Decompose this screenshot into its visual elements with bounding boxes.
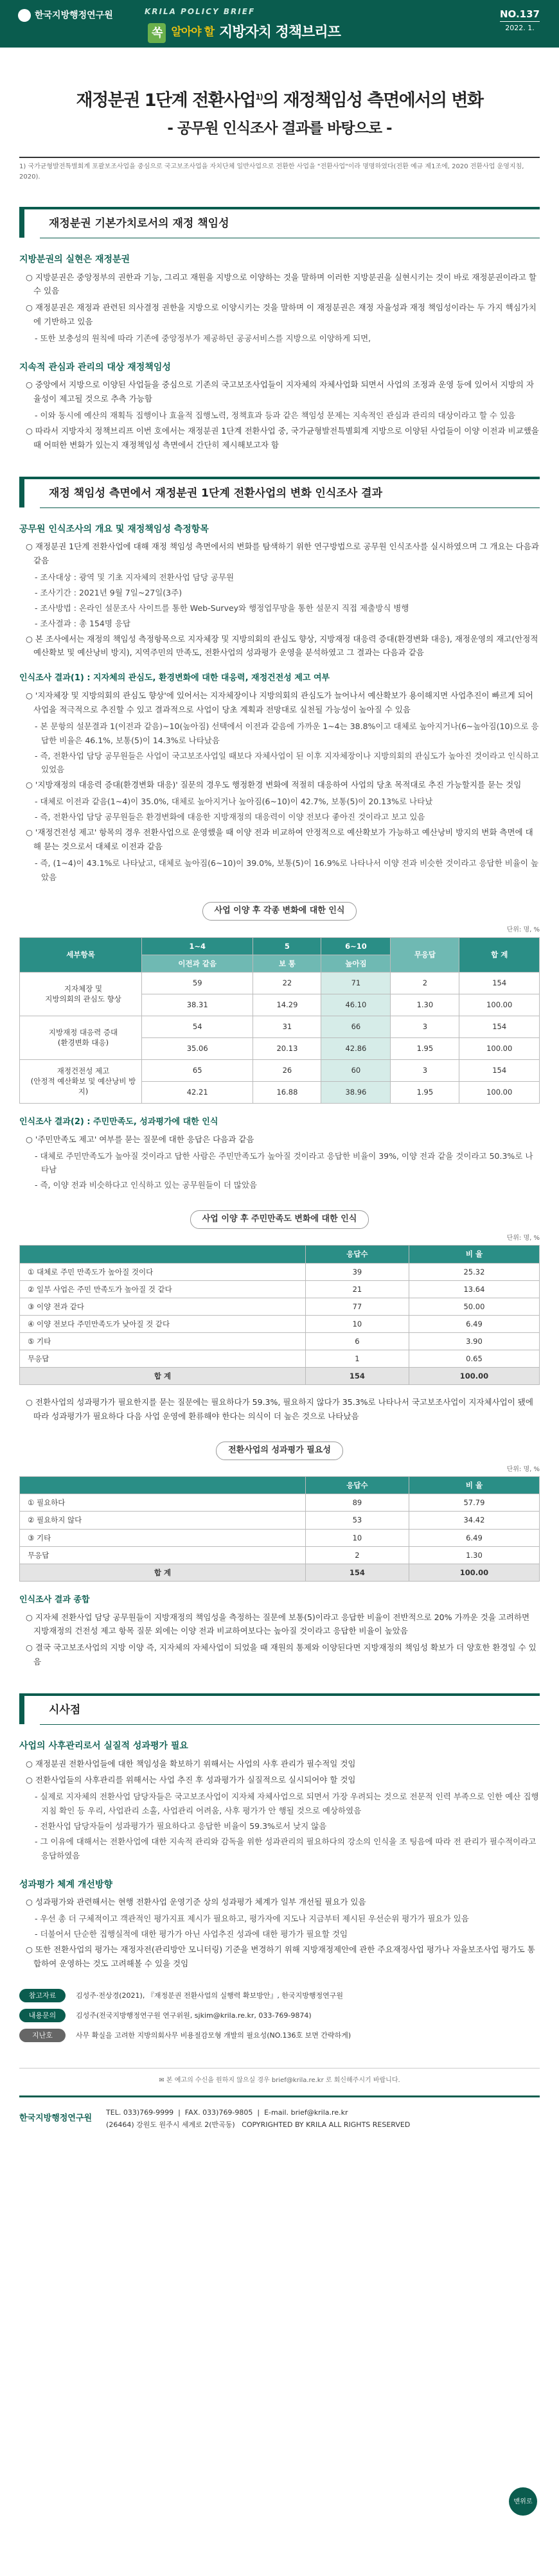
issue-number xyxy=(500,8,540,34)
table-row xyxy=(20,1059,540,1081)
count-cell: 65 xyxy=(142,1059,253,1081)
dash-item: - 조사기간 : 2021년 9월 7일~27일(3주) xyxy=(19,586,540,600)
dash-item: - 실제로 지자체의 전환사업 담당자들은 국고보조사업이 지자체 자체사업으로 되면서 가장 우려되는 것으로 전문적 인력 부족으로 인한 예산 집행지침 확인 등 우리, 사업관리 소홀, 사업관리 어려움, 사후 평가가 안 행될 것으로 예상하였음 xyxy=(19,1790,540,1818)
count-cell: 10 xyxy=(305,1529,409,1546)
footer-fax: FAX. 033)769-9805 xyxy=(184,2108,253,2117)
tagline-prefix: 알아야 할 xyxy=(171,26,214,39)
col-header: 1~4 xyxy=(142,937,253,955)
source-text: 사무 확실을 고려한 지방의회사무 비용절감모형 개발의 필요성(NO.136호 보면 간략하게) xyxy=(76,2031,351,2040)
count-cell: 1 xyxy=(305,1350,409,1368)
dash-item: - 즉, (1~4)이 43.1%로 나타났고, 대체로 높아짐(6~10)이 39.0%, 보통(5)이 16.9%로 나타나서 이양 전과 비슷한 것이라고 응답한 비율이 높았음 xyxy=(19,856,540,885)
bullet: ○ 재정분권 1단계 전환사업에 대해 재정 책임성 측면에서의 변화를 탐색하기 위한 연구방법으로 공무원 인식조사를 실시하였으며 그 개요는 다음과 같음 xyxy=(19,540,540,568)
mail-icon: ✉ xyxy=(159,2077,166,2085)
count-cell: 154 xyxy=(459,1016,540,1037)
col-header: 응답수 xyxy=(305,1477,409,1494)
row-label: ④ 이양 전보다 주민만족도가 낮아질 것 같다 xyxy=(20,1315,306,1332)
tagline-mark: 쏙 xyxy=(148,23,166,44)
dash-item: - 또한 보충성의 원칙에 따라 기존에 중앙정부가 제공하던 공공서비스를 지방으로 이양하게 되면, xyxy=(19,331,540,346)
row-label: ⑤ 기타 xyxy=(20,1332,306,1350)
satisfaction-table xyxy=(19,1245,540,1385)
total-count: 154 xyxy=(305,1368,409,1385)
col-header xyxy=(20,1477,306,1494)
count-cell: 26 xyxy=(253,1059,321,1081)
row-label: ② 일부 사업은 주민 만족도가 높아질 것 같다 xyxy=(20,1280,306,1298)
tagline-text: 지방자치 정책브리프 xyxy=(219,24,341,40)
org-emblem-icon xyxy=(18,9,31,22)
total-percent: 100.00 xyxy=(409,1564,539,1581)
table-row xyxy=(20,1494,540,1512)
content xyxy=(19,207,540,2140)
title-main2: 의 재정책임성 측면에서의 변화 xyxy=(262,91,483,110)
count-cell: 77 xyxy=(305,1298,409,1315)
subheading: 인식조사 결과 종합 xyxy=(19,1594,90,1605)
count-cell: 3 xyxy=(391,1059,459,1081)
percent-cell: 100.00 xyxy=(459,1037,540,1059)
percent-cell: 57.79 xyxy=(409,1494,539,1512)
col-header: 합 계 xyxy=(459,937,540,972)
section-header-2 xyxy=(19,477,540,507)
percent-cell: 6.49 xyxy=(409,1529,539,1546)
bullet: ○ 지자체 전환사업 담당 공무원들이 지방재정의 책임성을 측정하는 질문에 보통(5)이라고 응답한 비율이 전반적으로 20% 가까운 것을 고려하면 지방재정의 건전성 제고 항목 질문 외에는 이양 전과 비교하여보다는 높아질 것이라고 응답한 비율이 높았음 xyxy=(19,1610,540,1639)
bullet: ○ 결국 국고보조사업의 지방 이양 즉, 지자체의 자체사업이 되었을 때 재원의 통제와 이양된다면 지방재정의 책임성 확보가 더 양호한 환경일 수 있음 xyxy=(19,1641,540,1669)
brief-subtitle: KRILA POLICY BRIEF xyxy=(145,7,256,16)
count-cell: 154 xyxy=(459,972,540,994)
subheading: 인식조사 결과(1) : 지자체의 관심도, 환경변화에 대한 대응력, 재정건전성 제고 여부 xyxy=(19,673,330,684)
count-cell: 60 xyxy=(321,1059,391,1081)
title-divider xyxy=(19,157,540,158)
percent-cell: 1.95 xyxy=(391,1081,459,1103)
bullet: ○ '지자체장 및 지방의회의 관심도 향상'에 있어서는 지자체장이나 지방의회의 관심도가 늘어나서 예산확보가 용이해지면 사업추진이 빠르게 되어 사업을 적극적으로 추진할 수 있고 결과적으로 사업이 당초 계획과 전망대로 실천될 가능성이 높아질 수 있음 xyxy=(19,689,540,717)
subheading: 지속적 관심과 관리의 대상 재정책임성 xyxy=(19,362,171,373)
dash-item: - 조사결과 : 총 154명 응답 xyxy=(19,617,540,631)
footnote: 1) 국가균형발전특별회계 포괄보조사업을 중심으로 국고보조사업을 자치단체 일반사업으로 전환한 사업을 "전환사업"이라 명명하였다(전환 예규 제1조에, 2020 전환사업 운영지침, 2020). xyxy=(19,163,524,181)
issue-date: 2022. 1. xyxy=(505,24,535,32)
footer-contact: TEL. 033)769-9999 | FAX. 033)769-9805 | E-mail. brief@krila.re.kr (26464) 강원도 원주시 세계로 2(반곡동) COPYRIGHTED BY KRILA ALL RIGHTS RESERVED xyxy=(106,2108,411,2130)
table-title-text: 전환사업의 성과평가 필요성 xyxy=(216,1442,343,1460)
count-cell: 6 xyxy=(305,1332,409,1350)
dash-item: - 조사대상 : 광역 및 기초 지자체의 전환사업 담당 공무원 xyxy=(19,570,540,585)
section-header-1 xyxy=(19,207,540,238)
percent-cell: 38.31 xyxy=(142,994,253,1016)
table-row xyxy=(20,1298,540,1315)
page-title-block xyxy=(0,89,559,141)
row-label: 재정건전성 제고 (안정적 예산확보 및 예산낭비 방지) xyxy=(20,1059,142,1103)
source-list xyxy=(19,1989,540,2043)
percent-cell: 100.00 xyxy=(459,1081,540,1103)
footer-address: (26464) 강원도 원주시 세계로 2(반곡동) xyxy=(106,2121,235,2130)
back-to-top-button[interactable]: 맨위로 xyxy=(509,2487,537,2516)
col-header: 세부항목 xyxy=(20,937,142,972)
col-header: 6~10 xyxy=(321,937,391,955)
percent-cell: 14.29 xyxy=(253,994,321,1016)
percent-cell: 1.30 xyxy=(391,994,459,1016)
percent-cell: 3.90 xyxy=(409,1332,539,1350)
bullet: ○ 전환사업의 성과평가가 필요한지를 묻는 질문에는 필요하다가 59.3%, 필요하지 않다가 35.3%로 나타나서 국고보조사업이 지자체사업이 됐에 따라 성과평가가 필요하다 다음 사업 운영에 환류해야 한다는 의식이 더 높은 것으로 나타났음 xyxy=(19,1395,540,1424)
table-row xyxy=(20,1016,540,1037)
table-row xyxy=(20,1512,540,1529)
row-label: ② 필요하지 않다 xyxy=(20,1512,306,1529)
table-row xyxy=(20,972,540,994)
row-label: 지자체장 및 지방의회의 관심도 향상 xyxy=(20,972,142,1016)
percent-cell: 42.21 xyxy=(142,1081,253,1103)
unsubscribe-notice xyxy=(19,2068,540,2086)
table-row xyxy=(20,1546,540,1564)
table-title-text: 사업 이양 후 각종 변화에 대한 인식 xyxy=(202,902,357,921)
total-label: 합 계 xyxy=(20,1368,306,1385)
total-label: 합 계 xyxy=(20,1564,306,1581)
bullet: ○ 본 조사에서는 재정의 책임성 측정항목으로 지자체장 및 지방의회의 관심도 향상, 지방재정 대응력 증대(환경변화 대응), 재정운영의 재고(안정적 예산확보 및 예산낭비 방지), 지역주민의 만족도, 전환사업의 성과평가 운영을 분석하였고 그 결과는 다음과 같음 xyxy=(19,632,540,660)
row-label: 무응답 xyxy=(20,1546,306,1564)
col-header: 무응답 xyxy=(391,937,459,972)
dash-item: - 전환사업 담당자들이 성과평가가 필요하다고 응답한 비율이 59.3%로서 낮지 않음 xyxy=(19,1819,540,1833)
row-label: ① 대체로 주민 만족도가 높아질 것이다 xyxy=(20,1263,306,1280)
section-title: 재정분권 기본가치로서의 재정 책임성 xyxy=(40,209,540,238)
footer-logo: 한국지방행정연구원 xyxy=(19,2113,93,2123)
row-label: 지방재정 대응력 증대 (환경변화 대응) xyxy=(20,1016,142,1059)
table-total-row xyxy=(20,1564,540,1581)
source-text: 김성주(전국지방행정연구원 연구위원, sjkim@krila.re.kr, 033-769-9874) xyxy=(76,2011,312,2020)
section-header-3 xyxy=(19,1693,540,1724)
percent-cell: 16.88 xyxy=(253,1081,321,1103)
count-cell: 2 xyxy=(305,1546,409,1564)
page-title xyxy=(0,89,559,113)
percent-cell: 0.65 xyxy=(409,1350,539,1368)
table-title-text: 사업 이양 후 주민만족도 변화에 대한 인식 xyxy=(190,1210,369,1229)
count-cell: 10 xyxy=(305,1315,409,1332)
count-cell: 66 xyxy=(321,1016,391,1037)
col-header: 비 율 xyxy=(409,1477,539,1494)
percent-cell: 6.49 xyxy=(409,1315,539,1332)
dash-item: - 그 이유에 대해서는 전환사업에 대한 지속적 관리와 감독을 위한 성과관리의 필요하다의 강소의 인식을 조 팅음에 따라 전 관리가 필수적이라고 응답하였음 xyxy=(19,1835,540,1863)
percent-cell: 34.42 xyxy=(409,1512,539,1529)
dash-item: - 본 문항의 설문결과 1(이전과 같음)~10(높아짐) 선택에서 이전과 같음에 가까운 1~4는 38.8%이고 대체로 높아지거나(6~높아짐(10)으로 응답한 비율은 46.1%, 보통(5)이 14.3%로 나타났음 xyxy=(19,719,540,748)
row-label: ① 필요하다 xyxy=(20,1494,306,1512)
count-cell: 154 xyxy=(459,1059,540,1081)
count-cell: 71 xyxy=(321,972,391,994)
table-row xyxy=(20,1315,540,1332)
bullet: ○ '지방재정의 대응력 증대(환경변화 대응)' 질문의 경우도 행정환경 변화에 적절히 대응하여 사업의 당초 목적대로 추진 가능할지를 묻는 것임 xyxy=(19,778,540,792)
org-logo xyxy=(18,8,113,24)
source-row xyxy=(19,2029,540,2042)
dash-item: - 더불어서 단순한 집행실적에 대한 평가가 아닌 사업추진 성과에 대한 평가가 필요할 것임 xyxy=(19,1927,540,1941)
brief-tagline xyxy=(148,21,341,46)
bullet: ○ 따라서 지방자치 정책브리프 이번 호에서는 재정분권 1단계 전환사업 중, 국가균형발전특별회계 지방으로 이양된 사업들이 이양 이전과 비교했을 때 어떠한 변화가 있는지 재정책임성 측면에서 간단히 제시해보고자 함 xyxy=(19,424,540,452)
subheading: 지방분권의 실현은 재정분권 xyxy=(19,254,130,265)
bullet: ○ 지방분권은 중앙정부의 권한과 기능, 그리고 재원을 지방으로 이양하는 것을 말하며 이러한 지방분권을 실현시키는 것이 바로 재정분권이라고 할 수 있음 xyxy=(19,270,540,299)
col-subheader: 보 통 xyxy=(253,955,321,972)
source-tag: 참고자료 xyxy=(19,1989,66,2002)
table-row xyxy=(20,1263,540,1280)
bullet: ○ 재정분권 전환사업들에 대한 책임성을 확보하기 위해서는 사업의 사후 관리가 필수적일 것임 xyxy=(19,1757,540,1771)
row-label: ③ 기타 xyxy=(20,1529,306,1546)
title-sup: 1) xyxy=(255,93,263,101)
org-name: 한국지방행정연구원 xyxy=(35,10,113,21)
count-cell: 89 xyxy=(305,1494,409,1512)
percent-cell: 50.00 xyxy=(409,1298,539,1315)
header-banner xyxy=(0,0,559,48)
count-cell: 53 xyxy=(305,1512,409,1529)
col-subheader: 이전과 같음 xyxy=(142,955,253,972)
table-row xyxy=(20,1350,540,1368)
col-subheader: 높아짐 xyxy=(321,955,391,972)
count-cell: 2 xyxy=(391,972,459,994)
count-cell: 31 xyxy=(253,1016,321,1037)
table-total-row xyxy=(20,1368,540,1385)
percent-cell: 20.13 xyxy=(253,1037,321,1059)
table-row xyxy=(20,1280,540,1298)
percent-cell: 1.30 xyxy=(409,1546,539,1564)
bullet: ○ '재정건전성 제고' 항목의 경우 전환사업으로 운영했을 때 이양 전과 비교하여 안정적으로 예산확보가 가능하고 예산낭비 방지의 변화 측면에 대해 묻는 것으로서 대체로 이전과 같음 xyxy=(19,825,540,854)
count-cell: 21 xyxy=(305,1280,409,1298)
percent-cell: 46.10 xyxy=(321,994,391,1016)
unit-label: 단위: 명, % xyxy=(506,926,540,934)
dash-item: - 우선 총 더 구체적이고 객관적인 평가지표 제시가 필요하고, 평가자에 지도나 지금부터 제시된 우선순위 평가가 필요가 있음 xyxy=(19,1912,540,1926)
dash-item: - 즉, 이양 전과 비슷하다고 인식하고 있는 공무원들이 더 많았음 xyxy=(19,1178,540,1192)
percent-cell: 100.00 xyxy=(459,994,540,1016)
source-tag: 내용문의 xyxy=(19,2009,66,2022)
percent-cell: 25.32 xyxy=(409,1263,539,1280)
count-cell: 3 xyxy=(391,1016,459,1037)
subheading: 공무원 인식조사의 개요 및 재정책임성 측정항목 xyxy=(19,524,209,534)
dash-item: - 대체로 주민만족도가 높아질 것이라고 답한 사람은 주민만족도가 높아질 것이라고 응답한 비율이 39%, 이양 전과 같을 것이라고 50.3%로 나타남 xyxy=(19,1149,540,1178)
percent-cell: 42.86 xyxy=(321,1037,391,1059)
table-title xyxy=(19,1210,540,1229)
bullet: ○ 전환사업들의 사후관리를 위해서는 사업 추진 후 성과평가가 실질적으로 실시되어야 할 것임 xyxy=(19,1773,540,1787)
count-cell: 54 xyxy=(142,1016,253,1037)
col-header: 5 xyxy=(253,937,321,955)
row-label: 무응답 xyxy=(20,1350,306,1368)
dash-item: - 이와 동시에 예산의 재획득 집행이나 효율적 집행노력, 정책효과 등과 같은 책임성 문제는 지속적인 관심과 관리의 대상이라고 할 수 있음 xyxy=(19,409,540,423)
total-count: 154 xyxy=(305,1564,409,1581)
source-text: 김성주·전상경(2021), 『재정분권 전환사업의 실행력 확보방안』, 한국지방행정연구원 xyxy=(76,1991,343,2000)
percent-cell: 13.64 xyxy=(409,1280,539,1298)
subheading: 사업의 사후관리로서 실질적 성과평가 필요 xyxy=(19,1741,188,1752)
dash-item: - 조사방법 : 온라인 설문조사 사이트를 통한 Web-Survey와 행정업무망을 통한 설문지 직접 제출방식 병행 xyxy=(19,601,540,615)
evaluation-need-table xyxy=(19,1476,540,1582)
issue-no: NO.137 xyxy=(500,8,540,22)
change-perception-table xyxy=(19,937,540,1104)
row-label: ③ 이양 전과 같다 xyxy=(20,1298,306,1315)
bullet: ○ 성과평가와 관련해서는 현행 전환사업 운영기준 상의 성과평가 체계가 일부 개선될 필요가 있음 xyxy=(19,1895,540,1909)
table-title xyxy=(19,902,540,921)
source-tag: 지난호 xyxy=(19,2029,66,2042)
count-cell: 59 xyxy=(142,972,253,994)
bullet: ○ 또한 전환사업의 평가는 재정자전(관리방안 모니터링) 기준을 변경하기 위해 지방재정제안에 관한 주요재정사업 평가나 자율보조사업 평가도 통합하여 운영하는 것도 고려해볼 수 있을 것임 xyxy=(19,1943,540,1971)
bullet: ○ 재정분권은 재정과 관련된 의사결정 권한을 지방으로 이양시키는 것을 말하며 이 재정분권은 재정 자율성과 재정 책임성이라는 두 가지 핵심가치에 기반하고 있음 xyxy=(19,301,540,329)
dash-item: - 즉, 전환사업 담당 공무원들은 환경변화에 대응한 지방재정의 대응력이 이양 전보다 좋아진 것이라고 보고 있음 xyxy=(19,810,540,824)
col-header: 응답수 xyxy=(305,1246,409,1263)
percent-cell: 1.95 xyxy=(391,1037,459,1059)
dash-item: - 즉, 전환사업 담당 공무원들은 사업이 국고보조사업일 때보다 자체사업이 된 이후 지자체장이나 지방의회의 관심도가 높아진 것이라고 인식하고 있었음 xyxy=(19,749,540,777)
bullet: ○ 중앙에서 지방으로 이양된 사업들을 중심으로 기존의 국고보조사업들이 지자체의 자체사업화 되면서 사업의 조정과 운영 등에 있어서 지방의 자율성이 제고될 것으로 추측 가능함 xyxy=(19,378,540,406)
col-header: 비 율 xyxy=(409,1246,539,1263)
count-cell: 22 xyxy=(253,972,321,994)
source-row xyxy=(19,2009,540,2022)
page-subtitle: - 공무원 인식조사 결과를 바탕으로 - xyxy=(167,119,392,137)
percent-cell: 35.06 xyxy=(142,1037,253,1059)
percent-cell: 38.96 xyxy=(321,1081,391,1103)
subheading: 성과평가 체계 개선방향 xyxy=(19,1879,112,1890)
col-header xyxy=(20,1246,306,1263)
unit-label: 단위: 명, % xyxy=(506,1465,540,1473)
table-row xyxy=(20,1332,540,1350)
footer-copyright: COPYRIGHTED BY KRILA ALL RIGHTS RESERVED xyxy=(242,2121,411,2130)
footer-email[interactable]: E-mail. brief@krila.re.kr xyxy=(264,2108,348,2117)
footer xyxy=(19,2095,540,2140)
footer-tel: TEL. 033)769-9999 xyxy=(106,2108,174,2117)
notice-text: 본 예고의 수신을 원하지 않으실 경우 brief@krila.re.kr 로 회신해주시기 바랍니다. xyxy=(166,2077,400,2085)
total-percent: 100.00 xyxy=(409,1368,539,1385)
table-title xyxy=(19,1442,540,1460)
table-row xyxy=(20,1529,540,1546)
count-cell: 39 xyxy=(305,1263,409,1280)
subheading: 인식조사 결과(2) : 주민만족도, 성과평가에 대한 인식 xyxy=(19,1116,218,1127)
title-main: 재정분권 1단계 전환사업 xyxy=(76,91,256,110)
dash-item: - 대체로 이전과 같음(1~4)이 35.0%, 대체로 높아지거나 높아짐(6~10)이 42.7%, 보통(5)이 20.13%로 나타났 xyxy=(19,795,540,809)
bullet: ○ '주민만족도 제고' 여부를 묻는 질문에 대한 응답은 다음과 같음 xyxy=(19,1133,540,1147)
unit-label: 단위: 명, % xyxy=(506,1234,540,1242)
section-title: 시사점 xyxy=(40,1696,540,1725)
section-title: 재정 책임성 측면에서 재정분권 1단계 전환사업의 변화 인식조사 결과 xyxy=(40,479,540,508)
source-row xyxy=(19,1989,540,2002)
